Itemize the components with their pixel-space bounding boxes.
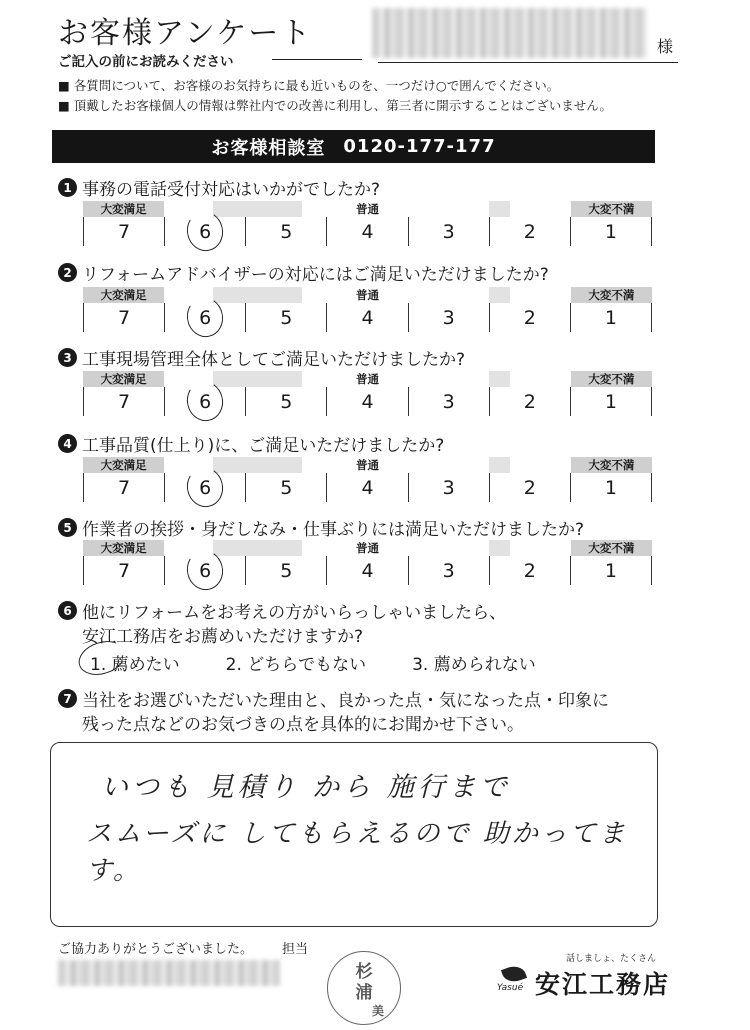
staff-seal: [327, 951, 401, 1025]
rating-option[interactable]: [570, 387, 652, 416]
rating-option[interactable]: [164, 387, 245, 416]
question-7-line2: 残った点などのお気づきの点を具体的にお聞かせ下さい。: [82, 715, 524, 735]
rating-option[interactable]: [326, 387, 407, 416]
company-roman-name: Yasué: [497, 983, 524, 993]
scale-label-low: 大変不満: [571, 201, 652, 217]
recommend-options: [90, 650, 650, 675]
rating-value: 7: [118, 306, 131, 329]
question-number: 2: [58, 263, 77, 282]
rating-value: 7: [118, 476, 131, 499]
instruction-note-1: ■ 各質問について、お客様のお気持ちに最も近いものを、一つだけ○で囲んでください。: [58, 78, 560, 93]
option-not-recommend[interactable]: 3. 薦められない: [412, 655, 536, 675]
scale-label-mid: 普通: [356, 202, 380, 216]
rating-option[interactable]: [83, 303, 164, 332]
rating-option[interactable]: [245, 303, 326, 332]
rating-options: [83, 217, 652, 246]
rating-value: 6: [199, 559, 212, 582]
rating-options: [83, 387, 652, 416]
rating-value: 5: [280, 476, 293, 499]
rating-value: 1: [604, 220, 617, 243]
rating-value: 7: [118, 390, 131, 413]
redacted-address: [58, 960, 280, 986]
rating-option[interactable]: [83, 387, 164, 416]
question-text: リフォームアドバイザーの対応にはご満足いただけましたか?: [82, 265, 549, 285]
rating-option[interactable]: [489, 473, 570, 502]
scale-label-bar: [489, 287, 509, 303]
rating-option[interactable]: [245, 556, 326, 585]
rating-option[interactable]: [408, 473, 489, 502]
rating-value: 1: [604, 390, 617, 413]
rating-option[interactable]: [408, 303, 489, 332]
question-number: 6: [58, 601, 77, 620]
question-number: 1: [58, 178, 77, 197]
rating-value: 2: [523, 220, 536, 243]
rating-value: 7: [118, 559, 131, 582]
rating-value: 4: [361, 390, 374, 413]
question-number: 3: [58, 348, 77, 367]
rating-value: 4: [361, 220, 374, 243]
leaf-logo-icon: [501, 963, 527, 986]
scale-label-bar: [489, 371, 509, 387]
banner-label: お客様相談室: [211, 137, 326, 159]
rating-option[interactable]: [326, 303, 407, 332]
rating-value: 5: [280, 220, 293, 243]
rating-options: [83, 303, 652, 332]
scale-label-mid: 普通: [356, 372, 380, 386]
seal-char-bottom: 美: [371, 1004, 384, 1018]
rating-option[interactable]: [570, 217, 652, 246]
seal-char-top: 杉: [355, 962, 373, 982]
question-text-line1: 他にリフォームをお考えの方がいらっしゃいましたら、: [82, 603, 507, 623]
rating-option[interactable]: [570, 473, 652, 502]
rating-option[interactable]: [489, 303, 570, 332]
scale-label-bar: [213, 287, 302, 303]
scale-label-high: 大変満足: [83, 287, 164, 303]
consultation-banner: [52, 130, 655, 163]
question-text: 事務の電話受付対応はいかがでしたか?: [82, 180, 381, 200]
scale-label-high: 大変満足: [83, 457, 164, 473]
rating-value: 3: [442, 220, 455, 243]
rating-value: 4: [361, 306, 374, 329]
option-label: 1. 薦めたい: [90, 655, 180, 675]
banner-phone: 0120-177-177: [343, 136, 496, 157]
name-underline: [378, 62, 678, 63]
rating-value: 3: [442, 476, 455, 499]
rating-option[interactable]: [489, 556, 570, 585]
question-2: [58, 260, 549, 285]
scale-label-low: 大変不満: [571, 371, 652, 387]
rating-option[interactable]: [326, 217, 407, 246]
read-first-heading: ご記入の前にお読みください: [58, 54, 234, 70]
option-neutral[interactable]: 2. どちらでもない: [225, 655, 367, 675]
rating-option[interactable]: [245, 387, 326, 416]
instruction-note-2: ■ 頂戴したお客様個人の情報は弊社内での改善に利用し、第三者に開示することはございません。: [58, 98, 613, 113]
scale-label-bar: [489, 540, 509, 556]
scale-label-bar: [489, 457, 509, 473]
rating-option[interactable]: [489, 387, 570, 416]
scale-label-low: 大変不満: [571, 287, 652, 303]
honorific-suffix: 様: [657, 37, 674, 56]
rating-scale-2: [83, 287, 652, 337]
company-tagline: 話しましょ、たくさん: [566, 954, 657, 964]
rating-option[interactable]: [570, 303, 652, 332]
rating-option[interactable]: [408, 217, 489, 246]
rating-option[interactable]: [83, 473, 164, 502]
question-text: 工事品質(仕上り)に、ご満足いただけましたか?: [82, 436, 445, 456]
rating-option[interactable]: [245, 217, 326, 246]
scale-label-bar: [213, 540, 302, 556]
rating-option[interactable]: [570, 556, 652, 585]
handwritten-answer-line2: スムーズに してもらえるので 助かってます。: [86, 819, 628, 886]
question-6-line2: 安江工務店をお薦めいただけますか?: [82, 627, 364, 647]
rating-option[interactable]: [164, 473, 245, 502]
scale-label-mid: 普通: [356, 458, 380, 472]
rating-value: 1: [604, 559, 617, 582]
rating-option[interactable]: [164, 303, 245, 332]
rating-option[interactable]: [245, 473, 326, 502]
rating-value: 4: [361, 559, 374, 582]
rating-option[interactable]: [164, 556, 245, 585]
question-text: 工事現場管理全体としてご満足いただけましたか?: [82, 350, 466, 370]
scale-label-low: 大変不満: [571, 540, 652, 556]
option-recommend[interactable]: [90, 650, 180, 675]
rating-value: 6: [199, 390, 212, 413]
rating-option[interactable]: [489, 217, 570, 246]
rating-value: 3: [442, 559, 455, 582]
rating-scale-3: [83, 371, 652, 421]
question-4: [58, 431, 444, 456]
scale-label-bar: [213, 371, 302, 387]
rating-value: 6: [199, 220, 212, 243]
rating-value: 7: [118, 220, 131, 243]
question-text-line1: 当社をお選びいただいた理由と、良かった点・気になった点・印象に: [82, 691, 609, 711]
question-text: 作業者の挨拶・身だしなみ・仕事ぶりには満足いただけましたか?: [82, 520, 585, 540]
question-1: [58, 175, 380, 200]
rating-value: 2: [523, 476, 536, 499]
rating-value: 1: [604, 306, 617, 329]
rating-option[interactable]: [326, 473, 407, 502]
rating-value: 5: [280, 390, 293, 413]
thanks-message: ご協力ありがとうございました。: [58, 942, 254, 957]
rating-value: 4: [361, 476, 374, 499]
rating-option[interactable]: [164, 217, 245, 246]
rating-value: 5: [280, 306, 293, 329]
rating-scale-1: [83, 201, 652, 251]
scale-label-mid: 普通: [356, 541, 380, 555]
redacted-customer-name: [372, 8, 647, 58]
rating-option[interactable]: [83, 556, 164, 585]
scale-label-high: 大変満足: [83, 540, 164, 556]
question-3: [58, 345, 465, 370]
rating-scale-4: [83, 457, 652, 507]
question-number: 5: [58, 518, 77, 537]
rating-option[interactable]: [83, 217, 164, 246]
rating-value: 6: [199, 306, 212, 329]
staff-label: 担当: [282, 942, 309, 957]
rating-value: 3: [442, 306, 455, 329]
rating-options: [83, 473, 652, 502]
rating-value: 1: [604, 476, 617, 499]
rating-value: 2: [523, 390, 536, 413]
handwritten-answer-line1: いつも 見積り から 施行まで: [101, 772, 511, 803]
question-number: 4: [58, 434, 77, 453]
rating-options: [83, 556, 652, 585]
question-number: 7: [58, 689, 77, 708]
question-7: [58, 686, 609, 711]
seal-char-mid: 浦: [355, 983, 373, 1003]
scale-label-mid: 普通: [356, 288, 380, 302]
question-5: [58, 515, 584, 540]
rating-value: 5: [280, 559, 293, 582]
company-name: 安江工務店: [535, 970, 671, 999]
heading-rule: [272, 59, 362, 60]
scale-label-bar: [213, 201, 302, 217]
rating-value: 2: [523, 559, 536, 582]
question-6: [58, 598, 506, 623]
rating-value: 3: [442, 390, 455, 413]
rating-scale-5: [83, 540, 652, 590]
rating-option[interactable]: [408, 387, 489, 416]
scale-label-high: 大変満足: [83, 201, 164, 217]
rating-option[interactable]: [326, 556, 407, 585]
scale-label-low: 大変不満: [571, 457, 652, 473]
scale-label-bar: [213, 457, 302, 473]
free-comment-box[interactable]: [50, 742, 658, 927]
scale-label-high: 大変満足: [83, 371, 164, 387]
rating-value: 6: [199, 476, 212, 499]
page-title: お客様アンケート: [58, 16, 313, 51]
rating-option[interactable]: [408, 556, 489, 585]
rating-value: 2: [523, 306, 536, 329]
scale-label-bar: [489, 201, 509, 217]
